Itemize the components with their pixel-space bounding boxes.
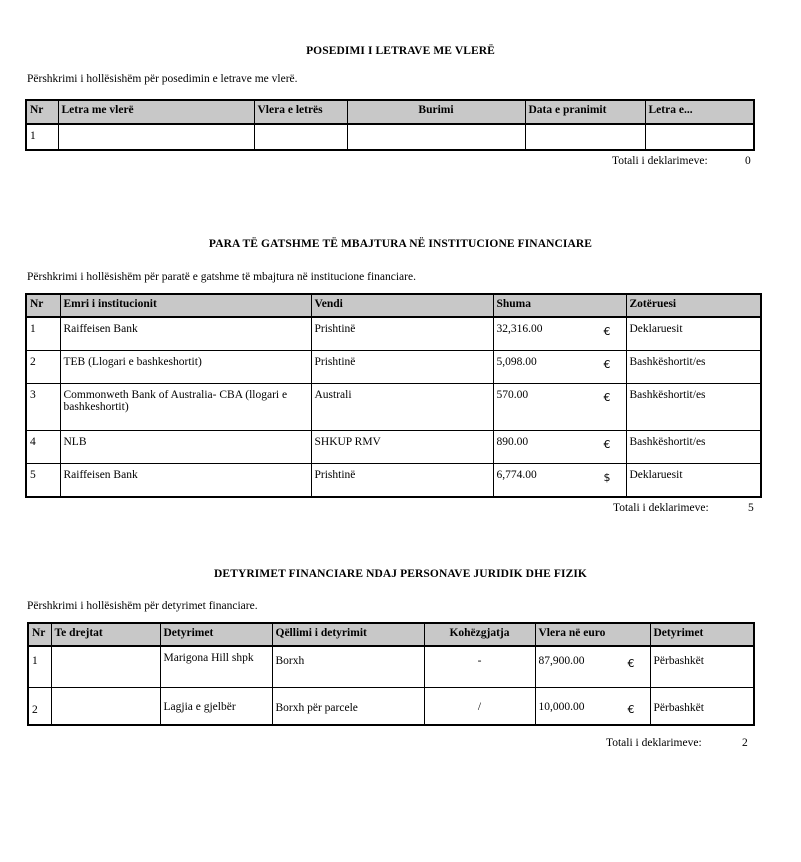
- cell-shuma: [493, 463, 626, 497]
- cell-qellimi: Borxh: [272, 646, 424, 687]
- table-detyrimet: [27, 622, 755, 726]
- cell-kohezgjatja: /: [424, 687, 535, 725]
- cell-vlera: [535, 687, 650, 725]
- header-shuma: Shuma: [493, 294, 626, 317]
- section-description-letrat: Përshkrimi i hollësishëm për posedimin e letrave me vlerë.: [27, 73, 298, 85]
- table-row: [26, 430, 761, 463]
- cell-vlera: [254, 124, 347, 150]
- section-description-para: Përshkrimi i hollësishëm për paratë e gatshme të mbajtura në institucione financiare.: [27, 271, 416, 283]
- cell-nr: 3: [26, 383, 60, 430]
- section-title-letrat: POSEDIMI I LETRAVE ME VLERË: [306, 45, 495, 57]
- header-detyrimet-lloji: Detyrimet: [650, 623, 754, 646]
- cell-lloji: Përbashkët: [650, 646, 754, 687]
- cell-vendi: Prishtinë: [311, 317, 493, 350]
- header-kohezgjatja: Kohëzgjatja: [424, 623, 535, 646]
- table-row: [26, 463, 761, 497]
- header-qellimi: Qëllimi i detyrimit: [272, 623, 424, 646]
- cell-nr: 2: [28, 687, 51, 725]
- amount: 32,316.00: [496, 323, 543, 335]
- header-detyrimet: Detyrimet: [160, 623, 272, 646]
- cell-zoteruesi: Bashkëshortit/es: [626, 430, 761, 463]
- cell-vendi: Australi: [311, 383, 493, 430]
- cell-nr: 5: [26, 463, 60, 497]
- currency-euro-icon: €: [603, 437, 611, 451]
- table-row: [28, 646, 754, 687]
- currency-euro-icon: €: [627, 657, 635, 670]
- currency-euro-icon: €: [627, 702, 635, 716]
- table-row: [26, 350, 761, 383]
- table-row: [26, 124, 754, 150]
- section-title-detyrimet: DETYRIMET FINANCIARE NDAJ PERSONAVE JURIDIK DHE FIZIK: [214, 568, 587, 580]
- cell-vendi: Prishtinë: [311, 350, 493, 383]
- header-vendi: Vendi: [311, 294, 493, 317]
- total-value-detyrimet: 2: [742, 737, 748, 749]
- cell-nr: 1: [26, 317, 60, 350]
- cell-te-drejtat: [51, 687, 160, 725]
- cell-te-drejtat: [51, 646, 160, 687]
- cell-zoteruesi: Deklaruesit: [626, 317, 761, 350]
- header-data-e-pranimit: Data e pranimit: [525, 100, 645, 124]
- cell-vendi: SHKUP RMV: [311, 430, 493, 463]
- header-vlera-e-letres: Vlera e letrës: [254, 100, 347, 124]
- header-te-drejtat: Te drejtat: [51, 623, 160, 646]
- cell-nr: 4: [26, 430, 60, 463]
- amount: 87,900.00: [538, 655, 585, 667]
- table-letrat: [25, 99, 755, 151]
- cell-kohezgjatja: -: [424, 646, 535, 687]
- amount: 5,098.00: [496, 355, 537, 368]
- cell-letra: [58, 124, 254, 150]
- header-letra-me-vlere: Letra me vlerë: [58, 100, 254, 124]
- amount: 10,000.00: [538, 700, 585, 713]
- header-nr: Nr: [28, 623, 51, 646]
- cell-vlera: [535, 646, 650, 687]
- header-nr: Nr: [26, 294, 60, 317]
- cell-nr: 2: [26, 350, 60, 383]
- cell-emri: Commonweth Bank of Australia- CBA (llogari e bashkeshortit): [60, 383, 311, 430]
- cell-shuma: [493, 430, 626, 463]
- header-burimi: Burimi: [347, 100, 525, 124]
- header-letra-e: Letra e...: [645, 100, 754, 124]
- table-para: [25, 293, 762, 498]
- total-label-letrat: Totali i deklarimeve:: [612, 155, 708, 167]
- cell-tjeter: [645, 124, 754, 150]
- section-description-detyrimet: Përshkrimi i hollësishëm për detyrimet financiare.: [27, 600, 258, 612]
- header-emri-i-institucionit: Emri i institucionit: [60, 294, 311, 317]
- currency-euro-icon: €: [603, 390, 611, 404]
- cell-qellimi: Borxh për parcele: [272, 687, 424, 725]
- cell-zoteruesi: Bashkëshortit/es: [626, 383, 761, 430]
- table-row: [26, 317, 761, 350]
- total-value-letrat: 0: [745, 155, 751, 167]
- cell-shuma: [493, 350, 626, 383]
- currency-euro-icon: €: [603, 325, 611, 338]
- cell-lloji: Përbashkët: [650, 687, 754, 725]
- total-value-para: 5: [748, 502, 754, 514]
- cell-detyrimet: Marigona Hill shpk: [160, 646, 272, 687]
- amount: 6,774.00: [496, 468, 537, 481]
- table-row: [26, 383, 761, 430]
- header-vlera-ne-euro: Vlera në euro: [535, 623, 650, 646]
- cell-shuma: [493, 383, 626, 430]
- total-label-detyrimet: Totali i deklarimeve:: [606, 737, 702, 749]
- amount: 890.00: [496, 435, 529, 448]
- section-title-para: PARA TË GATSHME TË MBAJTURA NË INSTITUCIONE FINANCIARE: [208, 238, 593, 250]
- cell-emri: NLB: [60, 430, 311, 463]
- cell-emri: TEB (Llogari e bashkeshortit): [60, 350, 311, 383]
- cell-shuma: [493, 317, 626, 350]
- cell-data: [525, 124, 645, 150]
- amount: 570.00: [496, 388, 529, 401]
- table-row: [28, 687, 754, 725]
- header-nr: Nr: [26, 100, 58, 124]
- cell-detyrimet: Lagjia e gjelbër: [160, 687, 272, 725]
- cell-burimi: [347, 124, 525, 150]
- cell-nr: 1: [28, 646, 51, 687]
- cell-zoteruesi: Deklaruesit: [626, 463, 761, 497]
- cell-zoteruesi: Bashkëshortit/es: [626, 350, 761, 383]
- cell-emri: Raiffeisen Bank: [60, 317, 311, 350]
- cell-nr: 1: [26, 124, 58, 150]
- cell-emri: Raiffeisen Bank: [60, 463, 311, 497]
- total-label-para: Totali i deklarimeve:: [613, 502, 709, 514]
- cell-vendi: Prishtinë: [311, 463, 493, 497]
- currency-dollar-icon: $: [603, 470, 611, 484]
- header-zoteruesi: Zotëruesi: [626, 294, 761, 317]
- currency-euro-icon: €: [603, 357, 611, 371]
